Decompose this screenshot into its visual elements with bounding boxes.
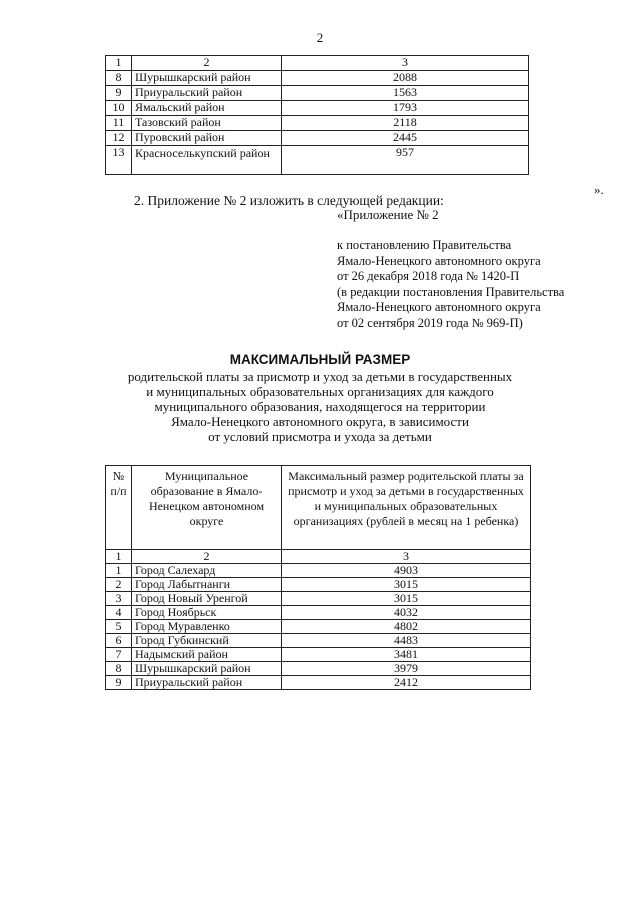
fee-value: 3015: [282, 592, 531, 606]
row-number: 11: [106, 116, 132, 131]
row-number: 1: [106, 564, 132, 578]
numbering-cell: 3: [282, 550, 531, 564]
postanovlenie-line: (в редакции постановления Правительства: [337, 284, 565, 299]
page-number: 2: [316, 30, 324, 45]
fee-value: 1793: [282, 101, 529, 116]
table-continuation: [105, 55, 529, 175]
row-number: 6: [106, 634, 132, 648]
municipality-name: Тазовский район: [132, 116, 282, 131]
municipality-name: Приуральский район: [132, 676, 282, 690]
table-row: [106, 676, 531, 690]
municipality-name: Красноселькупский район: [132, 146, 282, 175]
municipality-name: Город Губкинский: [132, 634, 282, 648]
fee-value: 3481: [282, 648, 531, 662]
table-header-row: [106, 56, 529, 71]
postanovlenie-line: Ямало-Ненецкого автономного округа: [337, 253, 541, 268]
header-cell: 3: [282, 56, 529, 71]
numbering-cell: 1: [106, 550, 132, 564]
section-title: МАКСИМАЛЬНЫЙ РАЗМЕР: [229, 352, 411, 367]
table-row: [106, 592, 531, 606]
header-municipality: Муниципальное образование в Ямало-Ненецком автономном округе: [132, 466, 282, 550]
table-row: [106, 101, 529, 116]
table-row: [106, 71, 529, 86]
table-row: [106, 116, 529, 131]
municipality-name: Надымский район: [132, 648, 282, 662]
fee-value: 4032: [282, 606, 531, 620]
header-cell: 1: [106, 56, 132, 71]
subtitle-line: муниципального образования, находящегося на территории: [154, 399, 486, 414]
postanovlenie-block: [337, 238, 564, 331]
appendix-label: «Приложение № 2: [337, 207, 439, 222]
table-row: [106, 86, 529, 101]
row-number: 9: [106, 86, 132, 101]
table-row: [106, 662, 531, 676]
municipality-name: Шурышкарский район: [132, 662, 282, 676]
row-number: 12: [106, 131, 132, 146]
table-row: [106, 634, 531, 648]
municipality-name: Город Лабытнанги: [132, 578, 282, 592]
municipality-name: Город Новый Уренгой: [132, 592, 282, 606]
fee-value: 4903: [282, 564, 531, 578]
item-2-text: 2. Приложение № 2 изложить в следующей редакции:: [134, 193, 444, 208]
row-number: 5: [106, 620, 132, 634]
header-cell: 2: [132, 56, 282, 71]
section-subtitle: [0, 369, 640, 444]
table-header-row: [106, 466, 531, 550]
row-number: 9: [106, 676, 132, 690]
municipality-name: Приуральский район: [132, 86, 282, 101]
municipality-name: Шурышкарский район: [132, 71, 282, 86]
municipality-name: Ямальский район: [132, 101, 282, 116]
table-row: [106, 620, 531, 634]
header-number: № п/п: [106, 466, 132, 550]
postanovlenie-line: к постановлению Правительства: [337, 238, 512, 252]
row-number: 4: [106, 606, 132, 620]
table-row: [106, 648, 531, 662]
subtitle-line: и муниципальных образовательных организациях для каждого: [146, 384, 494, 399]
postanovlenie-line: от 26 декабря 2018 года № 1420-П: [337, 269, 520, 283]
fee-value: 957: [282, 146, 529, 175]
subtitle-line: родительской платы за присмотр и уход за детьми в государственных: [127, 369, 513, 384]
row-number: 8: [106, 71, 132, 86]
municipality-name: Город Муравленко: [132, 620, 282, 634]
closing-quote: ».: [594, 182, 604, 197]
municipality-name: Город Салехард: [132, 564, 282, 578]
fee-value: 4483: [282, 634, 531, 648]
fee-value: 2118: [282, 116, 529, 131]
table-row: [106, 131, 529, 146]
municipality-name: Пуровский район: [132, 131, 282, 146]
fee-table: [105, 465, 531, 690]
fee-value: 3979: [282, 662, 531, 676]
table-row: [106, 564, 531, 578]
fee-value: 4802: [282, 620, 531, 634]
table-row: [106, 606, 531, 620]
postanovlenie-line: от 02 сентября 2019 года № 969-П): [337, 315, 523, 330]
fee-value: 3015: [282, 578, 531, 592]
postanovlenie-line: Ямало-Ненецкого автономного округа: [337, 300, 541, 314]
row-number: 8: [106, 662, 132, 676]
fee-value: 2412: [282, 676, 531, 690]
row-number: 13: [106, 146, 132, 175]
table-row: [106, 146, 529, 175]
row-number: 7: [106, 648, 132, 662]
municipality-name: Город Ноябрьск: [132, 606, 282, 620]
fee-value: 1563: [282, 86, 529, 101]
subtitle-line: Ямало-Ненецкого автономного округа, в зависимости: [171, 414, 469, 429]
row-number: 3: [106, 592, 132, 606]
numbering-cell: 2: [132, 550, 282, 564]
fee-value: 2088: [282, 71, 529, 86]
table-row: [106, 578, 531, 592]
subtitle-line: от условий присмотра и ухода за детьми: [208, 429, 432, 444]
table-numbering-row: [106, 550, 531, 564]
fee-value: 2445: [282, 131, 529, 146]
row-number: 10: [106, 101, 132, 116]
header-max-fee: Максимальный размер родительской платы за присмотр и уход за детьми в государственных и муниципальных образовательных организациях (рублей в месяц на 1 ребенка): [282, 466, 531, 550]
row-number: 2: [106, 578, 132, 592]
